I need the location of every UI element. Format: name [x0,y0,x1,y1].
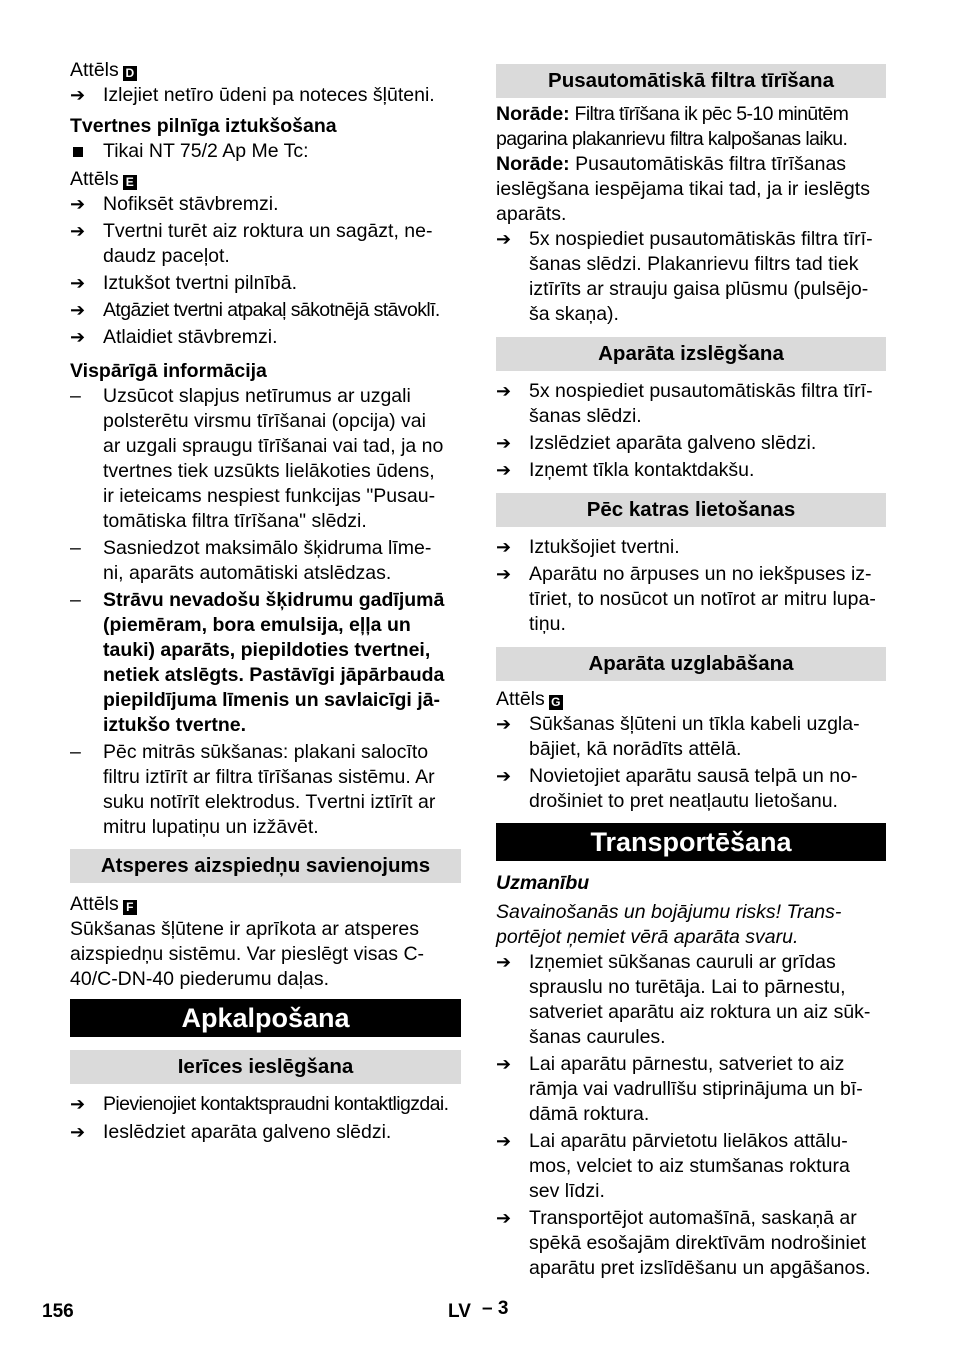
item-text: Aparātu no ārpuses un no iekšpuses iz- tīriet, to nosūcot un notīrot ar mitru lupa- tiņu. [529,563,876,635]
dash-bullet-icon: – [70,385,81,407]
arrow-icon: ➔ [496,766,512,786]
item-text: Nofiksēt stāvbremzi. [103,193,279,215]
steps-list-storage [496,712,886,814]
item-text: Sūkšanas šļūteni un tīkla kabeli uzgla- bājiet, kā norādīts attēlā. [529,713,860,760]
step-item [496,1129,886,1204]
step-item [70,1092,461,1117]
step-item [496,562,886,637]
section-heading-after: Pēc katras lietošanas [496,493,886,527]
chapter-heading-transport: Transportēšana [496,823,886,861]
section-heading-switch-on: Ierīces ieslēgšana [70,1050,461,1084]
item-text: Iztukšot tvertni pilnībā. [103,272,298,294]
step-item [496,712,886,762]
arrow-icon: ➔ [496,564,512,584]
steps-list-e [70,192,461,350]
caution-label: Uzmanību [496,872,590,894]
item-text: Iztukšojiet tvertni. [529,536,680,558]
step-item [70,325,461,350]
dash-bullet-icon: – [70,589,81,611]
only-nt-item: Tikai NT 75/2 Ap Me Tc: [70,139,461,164]
arrow-icon: ➔ [70,85,86,105]
step-item [70,298,461,323]
arrow-icon: ➔ [496,1054,512,1074]
step-item [496,950,886,1050]
item-text: Lai aparātu pārnestu, satveriet to aiz rāmja vai vadrullīšu stiprinājuma un bī- dāmā roktura. [529,1053,863,1125]
step-item [496,379,886,429]
item-text: Izņemt tīkla kontaktdakšu. [529,459,755,481]
arrow-icon: ➔ [70,1122,86,1142]
item-text: Atlaidiet stāvbremzi. [103,326,278,348]
arrow-icon: ➔ [70,194,86,214]
figure-badge-d: D [123,66,137,81]
item-text: Novietojiet aparātu sausā telpā un no- drošiniet to pret neatļautu lietošanu. [529,765,858,812]
section-heading-off: Aparāta izslēgšana [496,337,886,371]
figure-ref-g: Attēls G [496,687,886,712]
arrow-icon: ➔ [496,433,512,453]
figure-badge-f: F [123,900,137,915]
item-text: Pievienojiet kontaktspraudni kontaktligzdai. [103,1093,449,1115]
item-text: 5x nospiediet pusautomātiskās filtra tīrī- šanas slēdzi. Plakanrievu filtrs tad tiek iztīrīts ar strauju gaisa plūsmu (pulsējo- ša skaņa). [529,228,873,325]
figure-ref-e: Attēls E [70,167,461,192]
figure-badge-g: G [549,695,563,710]
step-item [496,1206,886,1281]
note-1: Norāde: Filtra tīrīšana ik pēc 5-10 minūtēm pagarina plakanrievu filtra kalpošanas laiku. [496,103,849,150]
arrow-icon: ➔ [496,1208,512,1228]
item-text: Izņemiet sūkšanas cauruli ar grīdas sprauslu no turētāja. Lai to pārnestu, satveriet aparātu aiz roktura un aiz sūk- šanas caurules. [529,951,871,1048]
spring-text: Sūkšanas šļūtene ir aprīkota ar atsperes aizspiedņu sistēmu. Var pieslēgt visas C- 40/C-DN-40 piederumu daļas. [70,918,425,990]
step-item [496,535,886,560]
item-text: Transportējot automašīnā, saskaņā ar spēkā esošajām direktīvām nodrošiniet aparātu pret izslīdēšanu un apgāšanos. [529,1207,871,1279]
dash-item [70,740,461,840]
section-heading-storage: Aparāta uzglabāšana [496,647,886,681]
chapter-heading-operation: Apkalpošana [70,999,461,1037]
item-text: Uzsūcot slapjus netīrumus ar uzgali polsterētu virsmu tīrīšanai (opcija) vai ar uzgali spraugu tīrīšanai vai tad, ja no tvertnes tiek uzsūkts lielākoties ūdens, ir ieteicams nespiest funkcijas "Pusau- tomātiska filtra tīrīšana" slēdzi. [103,385,444,532]
footer-lang: LV [448,1301,471,1322]
item-text: Tvertni turēt aiz roktura un sagāzt, ne- daudz paceļot. [103,220,433,267]
arrow-icon: ➔ [496,1131,512,1151]
steps-list-on [70,1092,461,1145]
steps-list-after [496,535,886,637]
step-item [496,431,886,456]
steps-list-transport [496,950,886,1281]
arrow-icon: ➔ [496,952,512,972]
steps-list-filter [496,227,886,327]
item-text: Strāvu nevadošu šķidrumu gadījumā (piemēram, bora emulsija, eļļa un tauki) aparāts, piepildoties tvertnei, netiek atslēgts. Pastāvīgi jāpārbauda piepildījuma līmenis un savlaicīgi jā- iztukšo tvertne. [103,589,445,736]
figure-ref-f: Attēls F [70,892,461,917]
arrow-icon: ➔ [70,300,86,320]
step-item [70,219,461,269]
dash-list [70,384,461,840]
arrow-icon: ➔ [496,460,512,480]
arrow-icon: ➔ [496,381,512,401]
dash-bullet-icon: – [70,741,81,763]
heading-general: Vispārīgā informācija [70,360,267,382]
section-heading-filter: Pusautomātiskā filtra tīrīšana [496,64,886,98]
dash-item [70,536,461,586]
step-item [70,192,461,217]
arrow-icon: ➔ [70,327,86,347]
arrow-icon: ➔ [496,714,512,734]
arrow-icon: ➔ [70,221,86,241]
step-item [496,227,886,327]
steps-list-off [496,379,886,483]
section-heading-spring: Atsperes aizspiedņu savienojums [70,849,461,883]
bullet-square-icon [73,147,83,157]
item-text: Sasniedzot maksimālo šķidruma līme- ni, aparāts automātiski atslēdzas. [103,537,432,584]
item-text: 5x nospiediet pusautomātiskās filtra tīrī- šanas slēdzi. [529,380,873,427]
item-text: Atgāziet tvertni atpakaļ sākotnējā stāvoklī. [103,299,440,321]
item-text: Pēc mitrās sūkšanas: plakani salocīto filtru iztīrīt ar filtra tīrīšanas sistēmu. Ar suku notīrīt elektrodus. Tvertni iztīrīt ar mitru lupatiņu un izžāvēt. [103,741,436,838]
item-text: Ieslēdziet aparāta galveno slēdzi. [103,1121,392,1143]
step-item [70,1120,461,1145]
arrow-icon: ➔ [496,229,512,249]
step-item [496,1052,886,1127]
heading-full-empty: Tvertnes pilnīga iztukšošana [70,115,337,137]
page-number: 156 [42,1301,74,1322]
step-item [70,271,461,296]
step-item [496,458,886,483]
item-text: Lai aparātu pārvietotu lielākos attālu- mos, velciet to aiz stumšanas roktura sev līdzi. [529,1130,850,1202]
arrow-icon: ➔ [70,1094,86,1114]
caution-text: Savainošanās un bojājumu risks! Trans- portējot ņemiet vērā aparāta svaru. [496,901,842,948]
step-drain: ➔ Izlejiet netīro ūdeni pa noteces šļūteni. [70,84,435,106]
note-2: Norāde: Pusautomātiskās filtra tīrīšanas ieslēgšana iespējama tikai tad, ja ir ieslēgts aparāts. [496,153,870,225]
arrow-icon: ➔ [496,537,512,557]
dash-item [70,588,461,738]
item-text: Izslēdziet aparāta galveno slēdzi. [529,432,817,454]
dash-item [70,384,461,534]
arrow-icon: ➔ [70,273,86,293]
left-column [70,58,461,1145]
footer-section: – 3 [482,1298,509,1319]
figure-badge-e: E [123,175,137,190]
dash-bullet-icon: – [70,537,81,559]
step-item [496,764,886,814]
right-column [496,58,886,1281]
figure-ref-d: Attēls D [70,58,461,83]
